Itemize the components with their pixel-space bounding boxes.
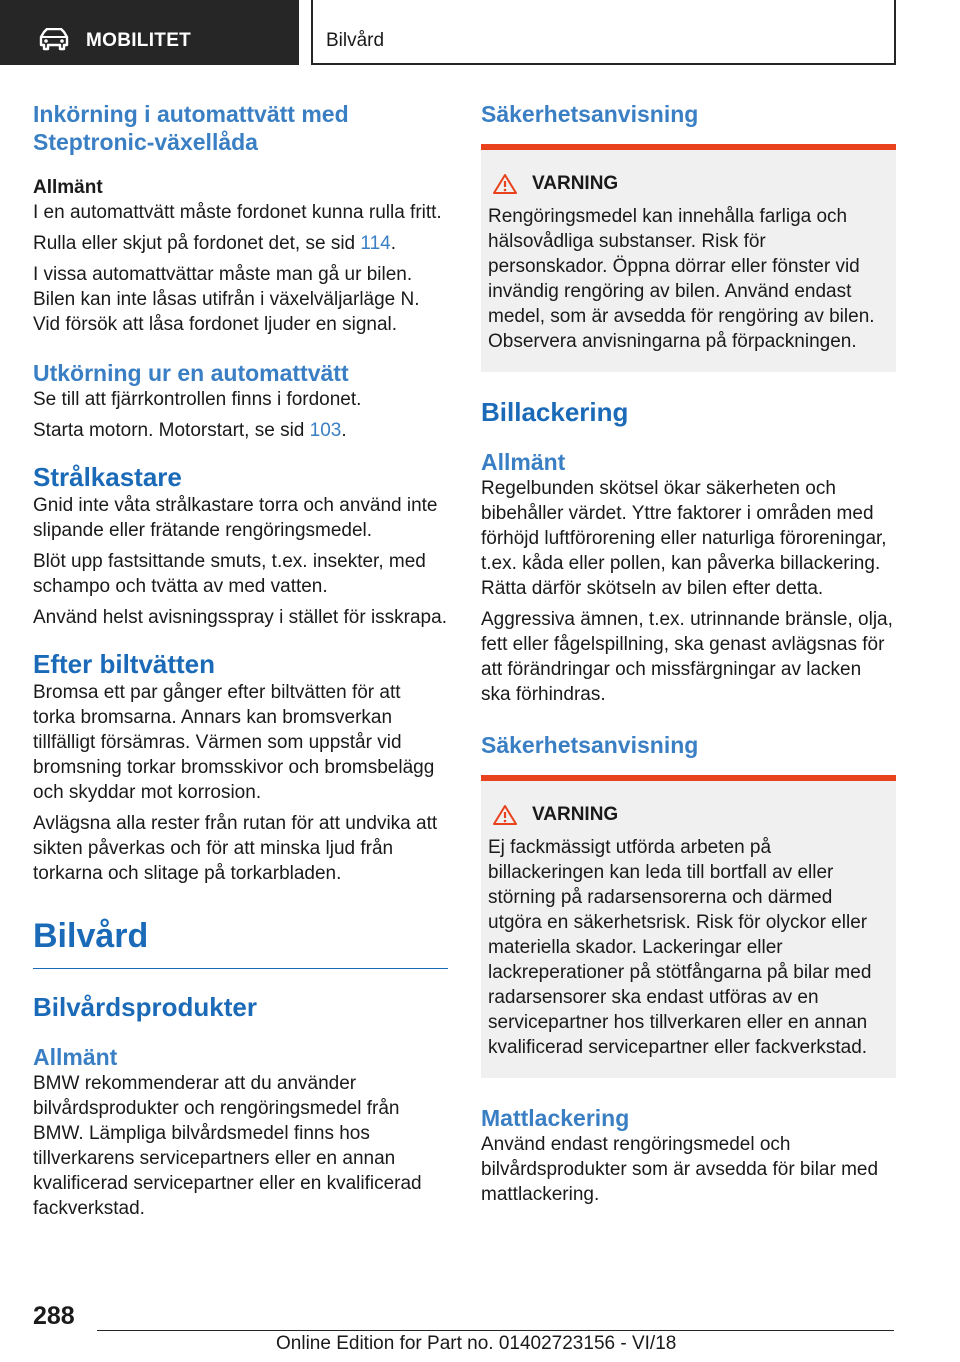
heading-headlights: Strålkastare [33,462,182,492]
heading-care-products: Bilvårdsprodukter [33,992,257,1022]
paragraph: Rulla eller skjut på fordonet det, se sid 114. [33,233,396,254]
subheading-general: Allmänt [33,177,103,198]
paragraph: Regelbunden skötsel ökar säkerheten och bibehåller värdet. Yttre faktorer i områden med förhöjd luftförorening eller naturliga föroreningar, t.ex. kåda eller pollen, kan påverka billackering. Rätta därför skötseln av bilen efter detta. [481,478,887,599]
heading-safety-note: Säkerhetsanvisning [481,732,699,758]
car-icon [38,28,70,52]
paragraph: Blöt upp fastsittande smuts, t.ex. insekter, med schampo och tvätta av med vatten. [33,551,426,597]
warning-text: Rengöringsmedel kan innehålla farliga och hälsovådliga substanser. Risk för personskador. Öppna dörrar eller fönster vid invändig rengöring av bilen. Använd endast medel, som är avsedda för rengöring av bilen. Observera anvisningarna på förpackningen. [488,206,875,352]
heading-after-wash: Efter biltvätten [33,649,216,679]
warning-label: VARNING [532,173,619,194]
paragraph: I vissa automattvättar måste man gå ur bilen. Bilen kan inte låsas utifrån i växelväljarläge N. Vid försök att låsa fordonet ljuder en signal. [33,264,420,335]
paragraph: Starta motorn. Motorstart, se sid 103. [33,420,347,441]
chapter-header [311,0,896,65]
chapter-title: Bilvård [33,917,149,955]
paragraph: Se till att fjärrkontrollen finns i fordonet. [33,389,362,410]
heading-steptronic-wash: Inkörning i automattvätt med Steptronic-växellåda [33,101,349,155]
paragraph: I en automattvätt måste fordonet kunna rulla fritt. [33,202,442,223]
footer-divider [97,1330,894,1331]
heading-safety-note: Säkerhetsanvisning [481,101,699,127]
warning-triangle-icon [492,173,518,195]
warning-triangle-icon [492,804,518,826]
warning-text: Ej fackmässigt utförda arbeten på billackeringen kan leda till bortfall av eller störning på radarsensorerna och därmed utgöra en säkerhetsrisk. Risk för olyckor eller materiella skador. Lackeringar eller lackreperationer på stötfångarna på bilar med radarsensorer ska endast utföras av en servicepartner hos tillverkaren eller en annan kvalificerad servicepartner eller fackverkstad. [488,837,872,1058]
heading-paintwork: Billackering [481,397,629,427]
subheading-general: Allmänt [33,1044,118,1070]
page-link-103[interactable]: 103 [309,420,342,441]
heading-matte-paint: Mattlackering [481,1105,630,1131]
left-column [33,100,448,1221]
paragraph: BMW rekommenderar att du använder bilvårdsprodukter och rengöringsmedel från BMW. Lämpliga bilvårdsmedel finns hos tillverkarens servicepartners eller en annan kvalificerad servicepartner eller en kvalificerad fackverkstad. [33,1073,422,1219]
paragraph: Gnid inte våta strålkastare torra och använd inte slipande eller frätande rengöringsmedel. [33,495,438,541]
warning-box [481,144,896,372]
chapter-label: Bilvård [326,30,385,51]
paragraph: Använd endast rengöringsmedel och bilvårdsprodukter som är avsedda för bilar med mattlackering. [481,1134,879,1205]
page-link-114[interactable]: 114 [360,233,391,254]
paragraph: Bromsa ett par gånger efter biltvätten för att torka bromsarna. Annars kan bromsverkan tillfälligt försämras. Värmen som uppstår vid bromsning torkar bromsskivor och bromsbelägg och skyddar mot korrosion. [33,682,435,803]
paragraph: Använd helst avisningsspray i stället för isskrapa. [33,607,447,628]
page-number: 288 [33,1302,75,1330]
paragraph: Aggressiva ämnen, t.ex. utrinnande bränsle, olja, fett eller fågelspillning, ska genast avlägsnas för att förändringar och missfärgningar av lacken ska förhindras. [481,609,893,705]
section-label: MOBILITET [86,30,192,51]
warning-label: VARNING [532,804,619,825]
chapter-divider [33,968,448,969]
paragraph: Avlägsna alla rester från rutan för att undvika att sikten påverkas och för att minska ljud från torkarna och slitage på torkarbladen. [33,813,438,884]
warning-title [488,172,888,196]
warning-box [481,775,896,1078]
heading-exit-wash: Utkörning ur en automattvätt [33,360,349,386]
subheading-general: Allmänt [481,449,566,475]
right-column [481,100,896,1207]
warning-title [488,803,888,827]
section-tab [0,0,299,65]
edition-note: Online Edition for Part no. 01402723156 - VI/18 [276,1333,677,1354]
